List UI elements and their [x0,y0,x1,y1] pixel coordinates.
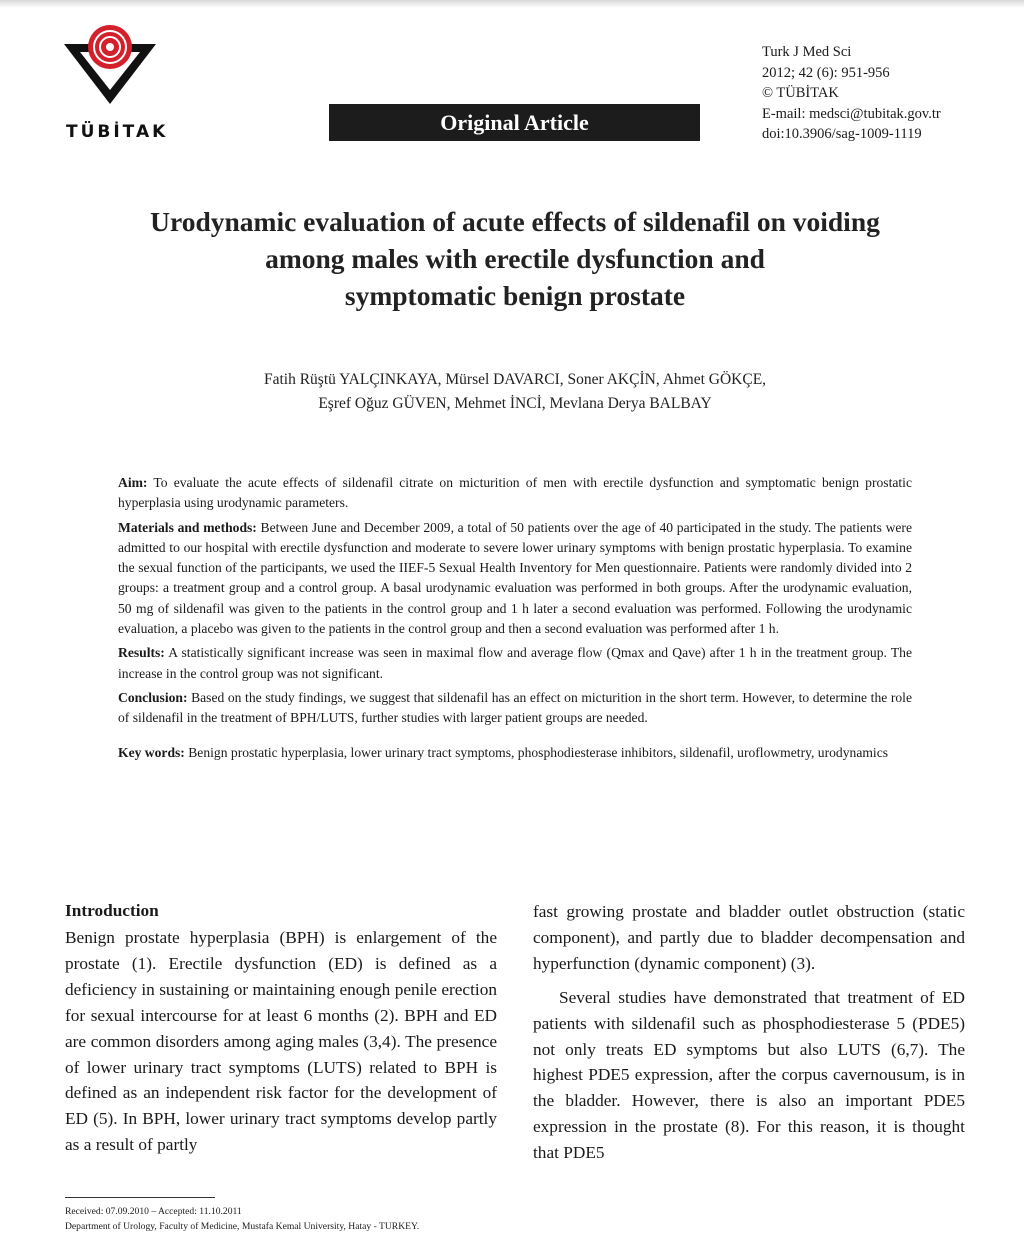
conclusion-text: Based on the study findings, we suggest that sildenafil has an effect on micturition in the short term. However, to determine the role of sildenafil in the treatment of BPH/LUTS, further studies with larger patient groups are needed. [118,689,912,726]
conclusion-label: Conclusion: [118,689,188,705]
journal-copyright: © TÜBİTAK [762,85,839,101]
title-line: symptomatic benign prostate [344,280,686,311]
journal-email: E-mail: medsci@tubitak.gov.tr [762,105,941,122]
aim-label: Aim: [118,475,148,490]
abstract [118,473,912,767]
tubitak-logo [60,22,169,142]
results-label: Results: [118,645,165,661]
body-paragraph: Benign prostate hyperplasia (BPH) is enlargement of the prostate (1). Erectile dysfunction (ED) is defined as a deficiency in sustaining or maintaining enough penile erection for sexual intercourse for at least 6 months (2). BPH and ED are common disorders among aging males (3,4). The presence of lower urinary tract symptoms (LUTS) related to BPH is defined as an independent risk factor for the development of ED (5). In BPH, lower urinary tract symptoms develop partly as a result of partly [65,928,497,1155]
body-paragraph: Several studies have demonstrated that treatment of ED patients with sildenafil such as phosphodiesterase 5 (PDE5) not only treats ED symptoms but also LUTS (6,7). The highest PDE5 expression, after the corpus cavernousum, is in the bladder. However, there is also an important PDE5 expression in the prostate (8). For this reason, it is thought that PDE5 [533,987,965,1163]
journal-doi: doi:10.3906/sag-1009-1119 [762,126,922,142]
aim-text: To evaluate the acute effects of sildenafil citrate on micturition of men with erectile dysfunction and symptomatic benign prostatic hyperplasia using urodynamic parameters. [118,475,912,511]
abstract-keywords [118,743,912,763]
results-text: A statistically significant increase was seen in maximal flow and average flow (Qmax and Qave) after 1 h in the treatment group. The increase in the control group was not significant. [118,645,912,681]
tubitak-emblem-icon [60,22,160,122]
body-paragraph: fast growing prostate and bladder outlet obstruction (static component), and partly due to bladder decompensation and hyperfunction (dynamic component) (3). [533,902,965,973]
abstract-conclusion [118,688,912,729]
keywords-label: Key words: [118,744,185,760]
footnote-divider [65,1197,215,1198]
journal-name: Turk J Med Sci [762,44,852,60]
received-dates: Received: 07.09.2010 – Accepted: 11.10.2011 [65,1206,242,1217]
logo-wordmark: TÜBİTAK [66,122,169,142]
title-line: among males with erectile dysfunction and [265,243,765,274]
title-line: Urodynamic evaluation of acute effects of sildenafil on voiding [150,206,880,237]
methods-text: Between June and December 2009, a total of 50 patients over the age of 40 participated in the study. The patients were admitted to our hospital with erectile dysfunction and moderate to severe lower urinary symptoms with benign prostatic hyperplasia. To examine the sexual function of the participants, we used the IIEF-5 Sexual Health Inventory for Men questionnaire. Patients were randomly divided into 2 groups: a treatment group and a control group. A basal urodynamic evaluation was performed in both groups. After the urodynamic evaluation, 50 mg of sildenafil was given to the patients in the control group and 1 h later a second evaluation was performed. Following the urodynamic evaluation, a placebo was given to the patients in the control group and then a second evaluation was performed after 1 h. [118,519,912,637]
methods-label: Materials and methods: [118,519,257,535]
author-line: Eşref Oğuz GÜVEN, Mehmet İNCİ, Mevlana Derya BALBAY [318,395,712,412]
journal-volume: 2012; 42 (6): 951-956 [762,64,890,81]
body-column-left [65,899,497,1158]
page-top-shadow [0,0,1024,8]
abstract-results [118,643,912,684]
abstract-aim [118,473,912,514]
footnote [65,1204,419,1234]
article-title [100,203,930,314]
body-column-right [533,899,965,1166]
affiliation: Department of Urology, Faculty of Medicine, Mustafa Kemal University, Hatay - TURKEY. [65,1221,420,1232]
section-heading-introduction: Introduction [65,901,159,920]
abstract-methods [118,518,912,640]
journal-info [762,42,941,145]
article-type-banner: Original Article [329,104,700,141]
author-list [140,368,890,416]
author-line: Fatih Rüştü YALÇINKAYA, Mürsel DAVARCI, Soner AKÇİN, Ahmet GÖKÇE, [263,371,767,388]
keywords-text: Benign prostatic hyperplasia, lower urinary tract symptoms, phosphodiesterase inhibitors, sildenafil, uroflowmetry, urodynamics [184,744,889,760]
